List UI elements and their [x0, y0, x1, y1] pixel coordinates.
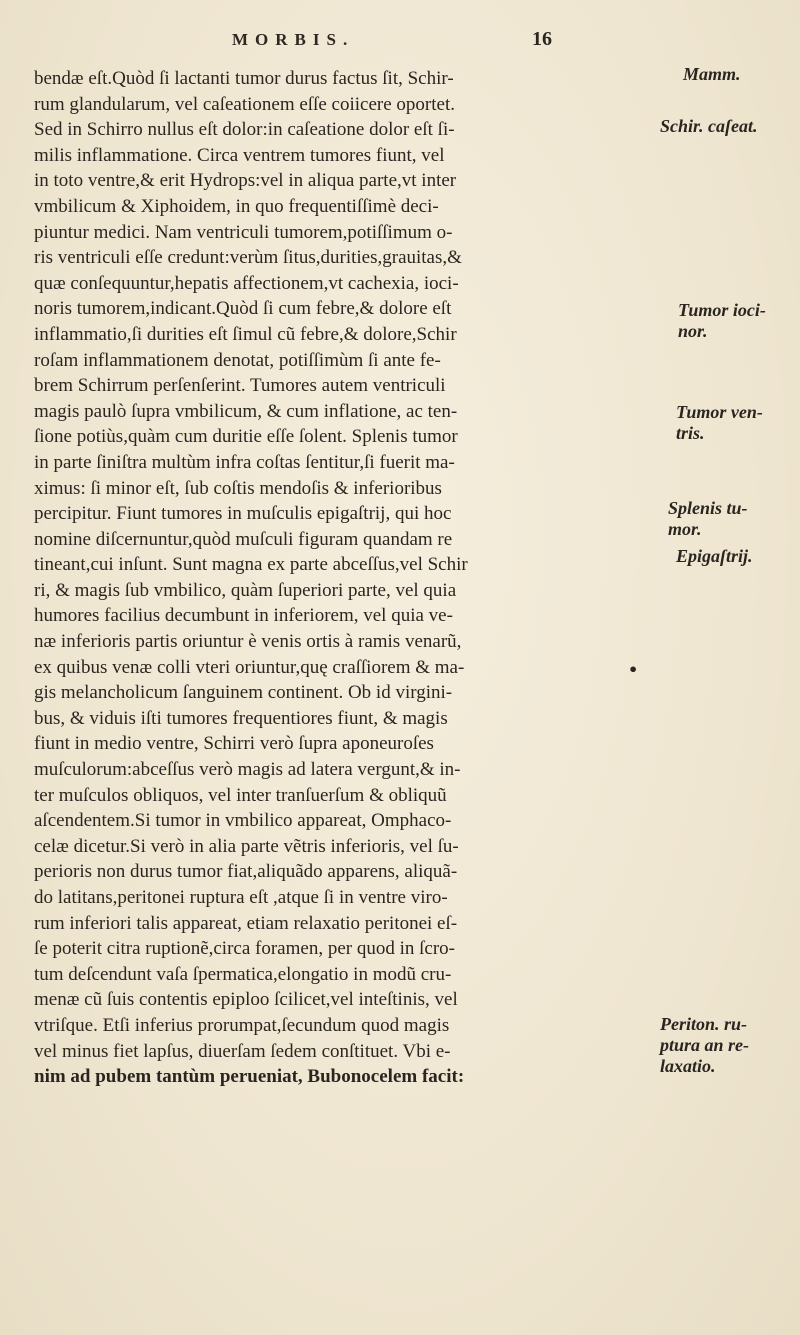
text-line: perioris non durus tumor fiat,aliquãdo apparens, aliquã-	[34, 861, 458, 883]
text-line: in toto ventre,& erit Hydrops:vel in aliqua parte,vt inter	[34, 170, 457, 192]
text-line: vtriſque. Etſi inferius prorumpat,ſecundum quod magis	[34, 1014, 450, 1036]
text-line: vel minus fiet lapſus, diuerſam ſedem conſtituet. Vbi e-	[34, 1040, 451, 1062]
margin-note-text: tris.	[676, 423, 705, 443]
margin-note-tumor-ventris	[676, 402, 763, 444]
running-head: MORBIS.	[232, 30, 355, 49]
text-line: quæ conſequuntur,hepatis affectionem,vt cachexia, ioci-	[34, 272, 459, 294]
text-line: ximus: ſi minor eſt, ſub coſtis mendoſis & inferioribus	[34, 477, 442, 499]
margin-note-text: Epigaſtrij.	[676, 546, 753, 566]
text-line: ris ventriculi eſſe credunt:verùm ſitus,durities,grauitas,&	[34, 247, 462, 269]
margin-note-splenis-tumor	[668, 498, 748, 540]
text-line: brem Schirrum perſenſerint. Tumores autem ventriculi	[34, 375, 446, 397]
text-line: piuntur medici. Nam ventriculi tumorem,potiſſimum o-	[34, 221, 453, 243]
text-line: tineant,cui inſunt. Sunt magna ex parte abceſſus,vel Schir	[34, 554, 468, 576]
text-line: fiunt in medio ventre, Schirri verò ſupra aponeuroſes	[34, 733, 434, 755]
text-line: celæ dicetur.Si verò in alia parte vẽtris inferioris, vel ſu-	[34, 835, 459, 857]
page-number: 16	[532, 28, 552, 50]
margin-note-text: laxatio.	[660, 1056, 716, 1076]
text-line: ri, & magis ſub vmbilico, quàm ſuperiori parte, vel quia	[34, 579, 457, 601]
text-line: roſam inflammationem denotat, potiſſimùm ſi ante fe-	[34, 349, 441, 371]
margin-note-text: Mamm.	[683, 64, 741, 84]
margin-note-text: Schir. caſeat.	[660, 116, 758, 136]
text-line: do latitans,peritonei ruptura eſt ,atque ſi in ventre viro-	[34, 887, 448, 908]
text-line: menæ cũ ſuis contentis epiploo ſcilicet,vel inteſtinis, vel	[34, 989, 458, 1011]
text-line: Sed in Schirro nullus eſt dolor:in caſeatione dolor eſt ſi-	[34, 119, 455, 141]
margin-note-text: ptura an re-	[660, 1035, 750, 1055]
margin-note-epigastrij	[676, 546, 753, 567]
margin-note-text: Splenis tu-	[668, 498, 748, 518]
text-line: in parte ſiniſtra multùm infra coſtas ſentitur,ſi fuerit ma-	[34, 451, 455, 473]
text-line: bendæ eſt.Quòd ſi lactanti tumor durus factus ſit, Schir-	[34, 68, 454, 89]
text-line: nomine diſcernuntur,quòd muſculi figuram quandam re	[34, 528, 453, 550]
text-line: ex quibus venæ colli vteri oriuntur,quę craſſiorem & ma-	[34, 656, 465, 678]
text-line: magis paulò ſupra vmbilicum, & cum inflatione, ac ten-	[34, 400, 458, 422]
text-line: noris tumorem,indicant.Quòd ſi cum febre,& dolore eſt	[34, 298, 452, 320]
margin-note-text: Tumor ven-	[676, 402, 763, 422]
text-line: rum glandularum, vel caſeationem eſſe coiicere oportet.	[34, 93, 455, 115]
margin-note-peritonei	[660, 1014, 749, 1077]
margin-note-schir-caseat	[660, 116, 758, 137]
text-line: percipitur. Fiunt tumores in muſculis epigaſtrij, qui hoc	[34, 503, 452, 525]
text-line: gis melancholicum ſanguinem continent. Ob id virgini-	[34, 682, 453, 704]
text-line: ter muſculos obliquos, vel inter tranſuerſum & obliquũ	[34, 784, 447, 806]
text-line: ſe poterit citra ruptionẽ,circa foramen, per quod in ſcro-	[34, 938, 455, 960]
text-line: vmbilicum & Xiphoidem, in quo frequentiſſimè deci-	[34, 195, 439, 217]
text-line: muſculorum:abceſſus verò magis ad latera vergunt,& in-	[34, 759, 461, 781]
text-line: aſcendentem.Si tumor in vmbilico appareat, Omphaco-	[34, 810, 452, 832]
margin-note-text: Tumor ioci-	[678, 300, 766, 320]
text-line: tum deſcendunt vaſa ſpermatica,elongatio in modũ cru-	[34, 963, 452, 985]
text-line: bus, & viduis iſti tumores frequentiores fiunt, & magis	[34, 707, 448, 729]
margin-note-tumor-iocinoris	[678, 300, 766, 342]
text-line: humores facilius decumbunt in inferiorem, vel quia ve-	[34, 605, 453, 627]
margin-note-text: mor.	[668, 519, 702, 539]
margin-note-text: Periton. ru-	[660, 1014, 748, 1034]
text-line: nim ad pubem tantùm perueniat, Bubonocelem facit:	[34, 1066, 465, 1088]
text-line: næ inferioris partis oriuntur è venis ortis à ramis venarũ,	[34, 631, 462, 653]
text-line: rum inferiori talis appareat, etiam relaxatio peritonei eſ-	[34, 912, 458, 934]
text-line: inflammatio,ſi durities eſt ſimul cũ febre,& dolore,Schir	[34, 323, 457, 345]
margin-note-text: nor.	[678, 321, 708, 341]
text-line: milis inflammatione. Circa ventrem tumores fiunt, vel	[34, 144, 445, 166]
margin-mark: •	[628, 660, 639, 679]
text-line: ſione potiùs,quàm cum duritie eſſe ſolent. Splenis tumor	[34, 426, 458, 448]
margin-note-mamm	[683, 64, 741, 85]
